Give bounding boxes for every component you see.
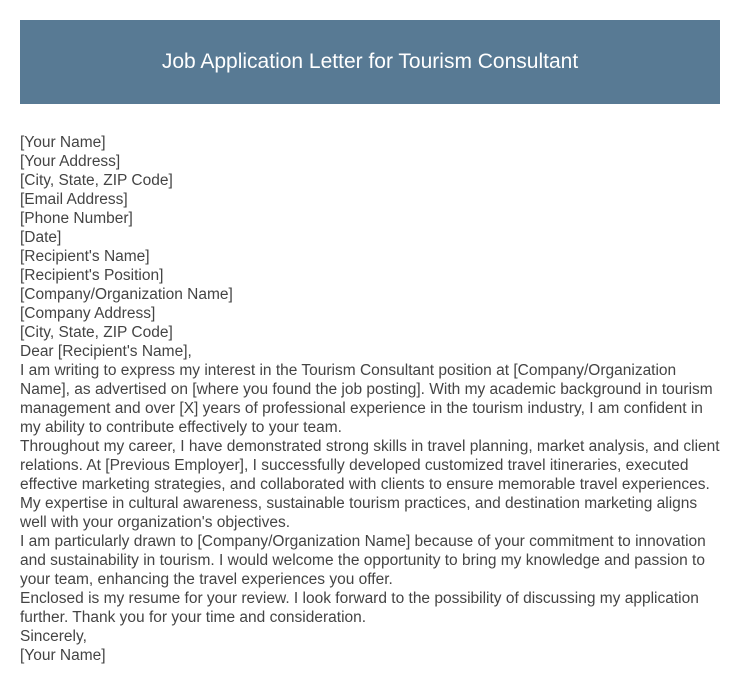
letter-date: [Date] — [20, 229, 62, 246]
letter-body — [20, 133, 720, 665]
sender-address: [Your Address] — [20, 153, 121, 170]
recipient-city-state-zip: [City, State, ZIP Code] — [20, 324, 173, 341]
sender-city-state-zip: [City, State, ZIP Code] — [20, 172, 173, 189]
signature: [Your Name] — [20, 647, 106, 664]
paragraph-motivation: I am particularly drawn to [Company/Organization Name] because of your commitment to innovation and sustainability in tourism. I would welcome the opportunity to bring my knowledge and passion to your team, enhancing the travel experiences you offer. — [20, 533, 706, 588]
sender-phone: [Phone Number] — [20, 210, 133, 227]
paragraph-intro: I am writing to express my interest in the Tourism Consultant position at [Company/Organization Name], as advertised on [where you found the job posting]. With my academic background in tourism management and over [X] years of professional experience in the tourism industry, I am confident in my ability to contribute effectively to your team. — [20, 362, 713, 436]
closing: Sincerely, — [20, 628, 87, 645]
recipient-position: [Recipient's Position] — [20, 267, 164, 284]
title-banner — [20, 20, 720, 104]
paragraph-closing: Enclosed is my resume for your review. I look forward to the possibility of discussing my application further. Thank you for your time and consideration. — [20, 590, 699, 626]
recipient-address: [Company Address] — [20, 305, 156, 322]
recipient-company: [Company/Organization Name] — [20, 286, 233, 303]
paragraph-experience: Throughout my career, I have demonstrated strong skills in travel planning, market analysis, and client relations. At [Previous Employer], I successfully developed customized travel itineraries, executed effective marketing strategies, and collaborated with clients to ensure memorable travel experiences. My expertise in cultural awareness, sustainable tourism practices, and destination marketing aligns well with your organization's objectives. — [20, 438, 720, 531]
sender-name: [Your Name] — [20, 134, 106, 151]
salutation: Dear [Recipient's Name], — [20, 343, 192, 360]
recipient-name: [Recipient's Name] — [20, 248, 150, 265]
page-title: Job Application Letter for Tourism Consultant — [161, 50, 579, 73]
sender-email: [Email Address] — [20, 191, 128, 208]
